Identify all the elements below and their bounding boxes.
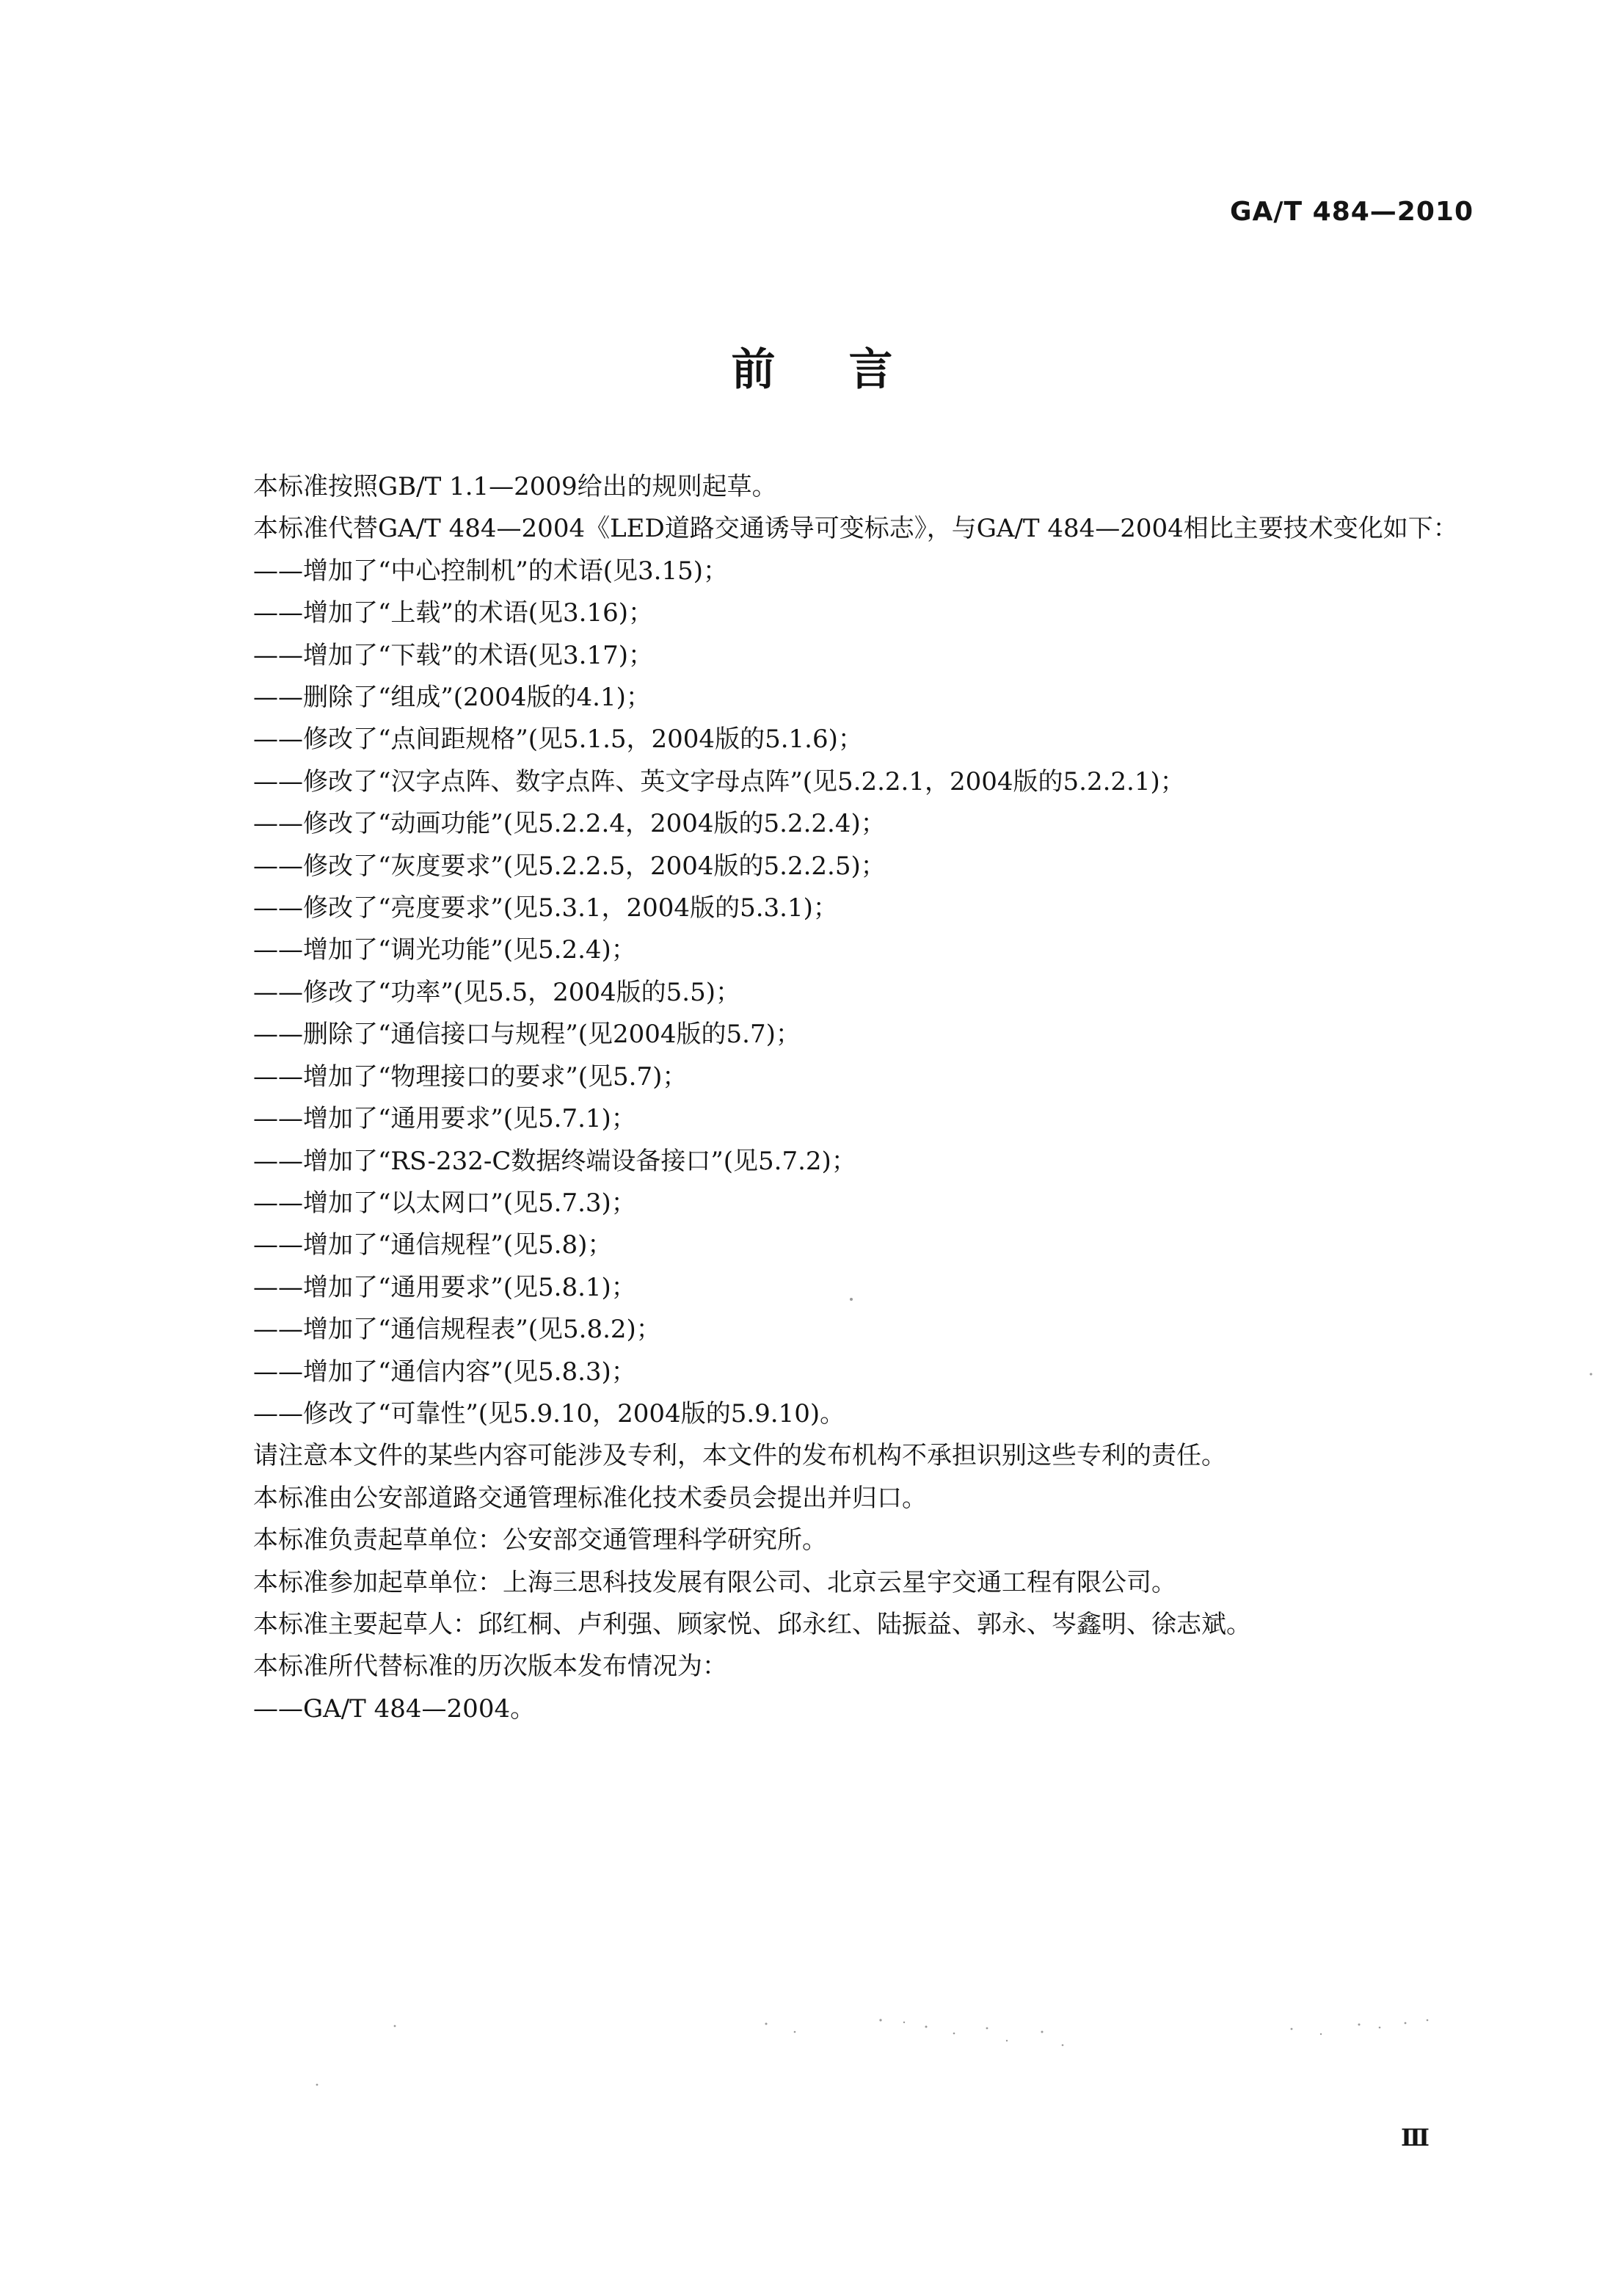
paragraph-version-history: 本标准所代替标准的历次版本发布情况为： — [253, 1652, 727, 1682]
paragraph-patent-notice: 请注意本文件的某些内容可能涉及专利，本文件的发布机构不承担识别这些专利的责任。 — [253, 1441, 1226, 1471]
page-title: 前言 — [731, 344, 966, 396]
change-item: ——修改了“灰度要求”(见5.2.2.5，2004版的5.2.2.5)； — [253, 851, 886, 881]
change-item: ——修改了“可靠性”(见5.9.10，2004版的5.9.10)。 — [253, 1398, 845, 1428]
change-item: ——增加了“调光功能”(见5.2.4)； — [253, 935, 636, 965]
change-item: ——增加了“通用要求”(见5.7.1)； — [253, 1104, 636, 1134]
change-item: ——删除了“通信接口与规程”(见2004版的5.7)； — [253, 1020, 801, 1050]
change-item: ——增加了“通信规程”(见5.8)； — [253, 1230, 613, 1260]
change-item: ——增加了“中心控制机”的术语(见3.15)； — [253, 556, 728, 586]
change-item: ——增加了“物理接口的要求”(见5.7)； — [253, 1061, 688, 1092]
paragraph-proposer: 本标准由公安部道路交通管理标准化技术委员会提出并归口。 — [253, 1483, 927, 1513]
change-item: ——删除了“组成”(2004版的4.1)； — [253, 683, 651, 713]
change-item: ——增加了“RS-232-C数据终端设备接口”(见5.7.2)； — [253, 1146, 856, 1176]
change-item: ——增加了“通信内容”(见5.8.3)； — [253, 1357, 636, 1387]
change-item: ——修改了“动画功能”(见5.2.2.4，2004版的5.2.2.4)； — [253, 809, 886, 839]
document-code: GA/T 484—2010 — [1230, 197, 1474, 227]
history-item: ——GA/T 484—2004。 — [253, 1693, 536, 1724]
page-number: Ⅲ — [1401, 2124, 1430, 2152]
change-item: ——增加了“通用要求”(见5.8.1)； — [253, 1272, 636, 1302]
change-item: ——增加了“通信规程表”(见5.8.2)； — [253, 1315, 661, 1345]
paragraph-replacement: 本标准代替GA/T 484—2004《LED道路交通诱导可变标志》，与GA/T 484—2004相比主要技术变化如下： — [253, 514, 1458, 544]
paragraph-participating-drafters: 本标准参加起草单位：上海三思科技发展有限公司、北京云星宇交通工程有限公司。 — [253, 1567, 1176, 1597]
paragraph-lead-drafter: 本标准负责起草单位：公安部交通管理科学研究所。 — [253, 1525, 827, 1555]
paragraph-main-drafters: 本标准主要起草人：邱红桐、卢利强、顾家悦、邱永红、陆振益、郭永、岑鑫明、徐志斌。 — [253, 1609, 1251, 1639]
paragraph-drafting-rules: 本标准按照GB/T 1.1—2009给出的规则起草。 — [253, 472, 777, 501]
change-item: ——增加了“下载”的术语(见3.17)； — [253, 640, 653, 670]
change-item: ——修改了“点间距规格”(见5.1.5，2004版的5.1.6)； — [253, 725, 863, 755]
change-item: ——增加了“上载”的术语(见3.16)； — [253, 598, 653, 628]
change-item: ——修改了“功率”(见5.5，2004版的5.5)； — [253, 977, 740, 1007]
change-item: ——修改了“亮度要求”(见5.3.1，2004版的5.3.1)； — [253, 893, 838, 923]
change-item: ——修改了“汉字点阵、数字点阵、英文字母点阵”(见5.2.2.1，2004版的5.2.2.1)； — [253, 766, 1185, 796]
change-item: ——增加了“以太网口”(见5.7.3)； — [253, 1188, 636, 1218]
